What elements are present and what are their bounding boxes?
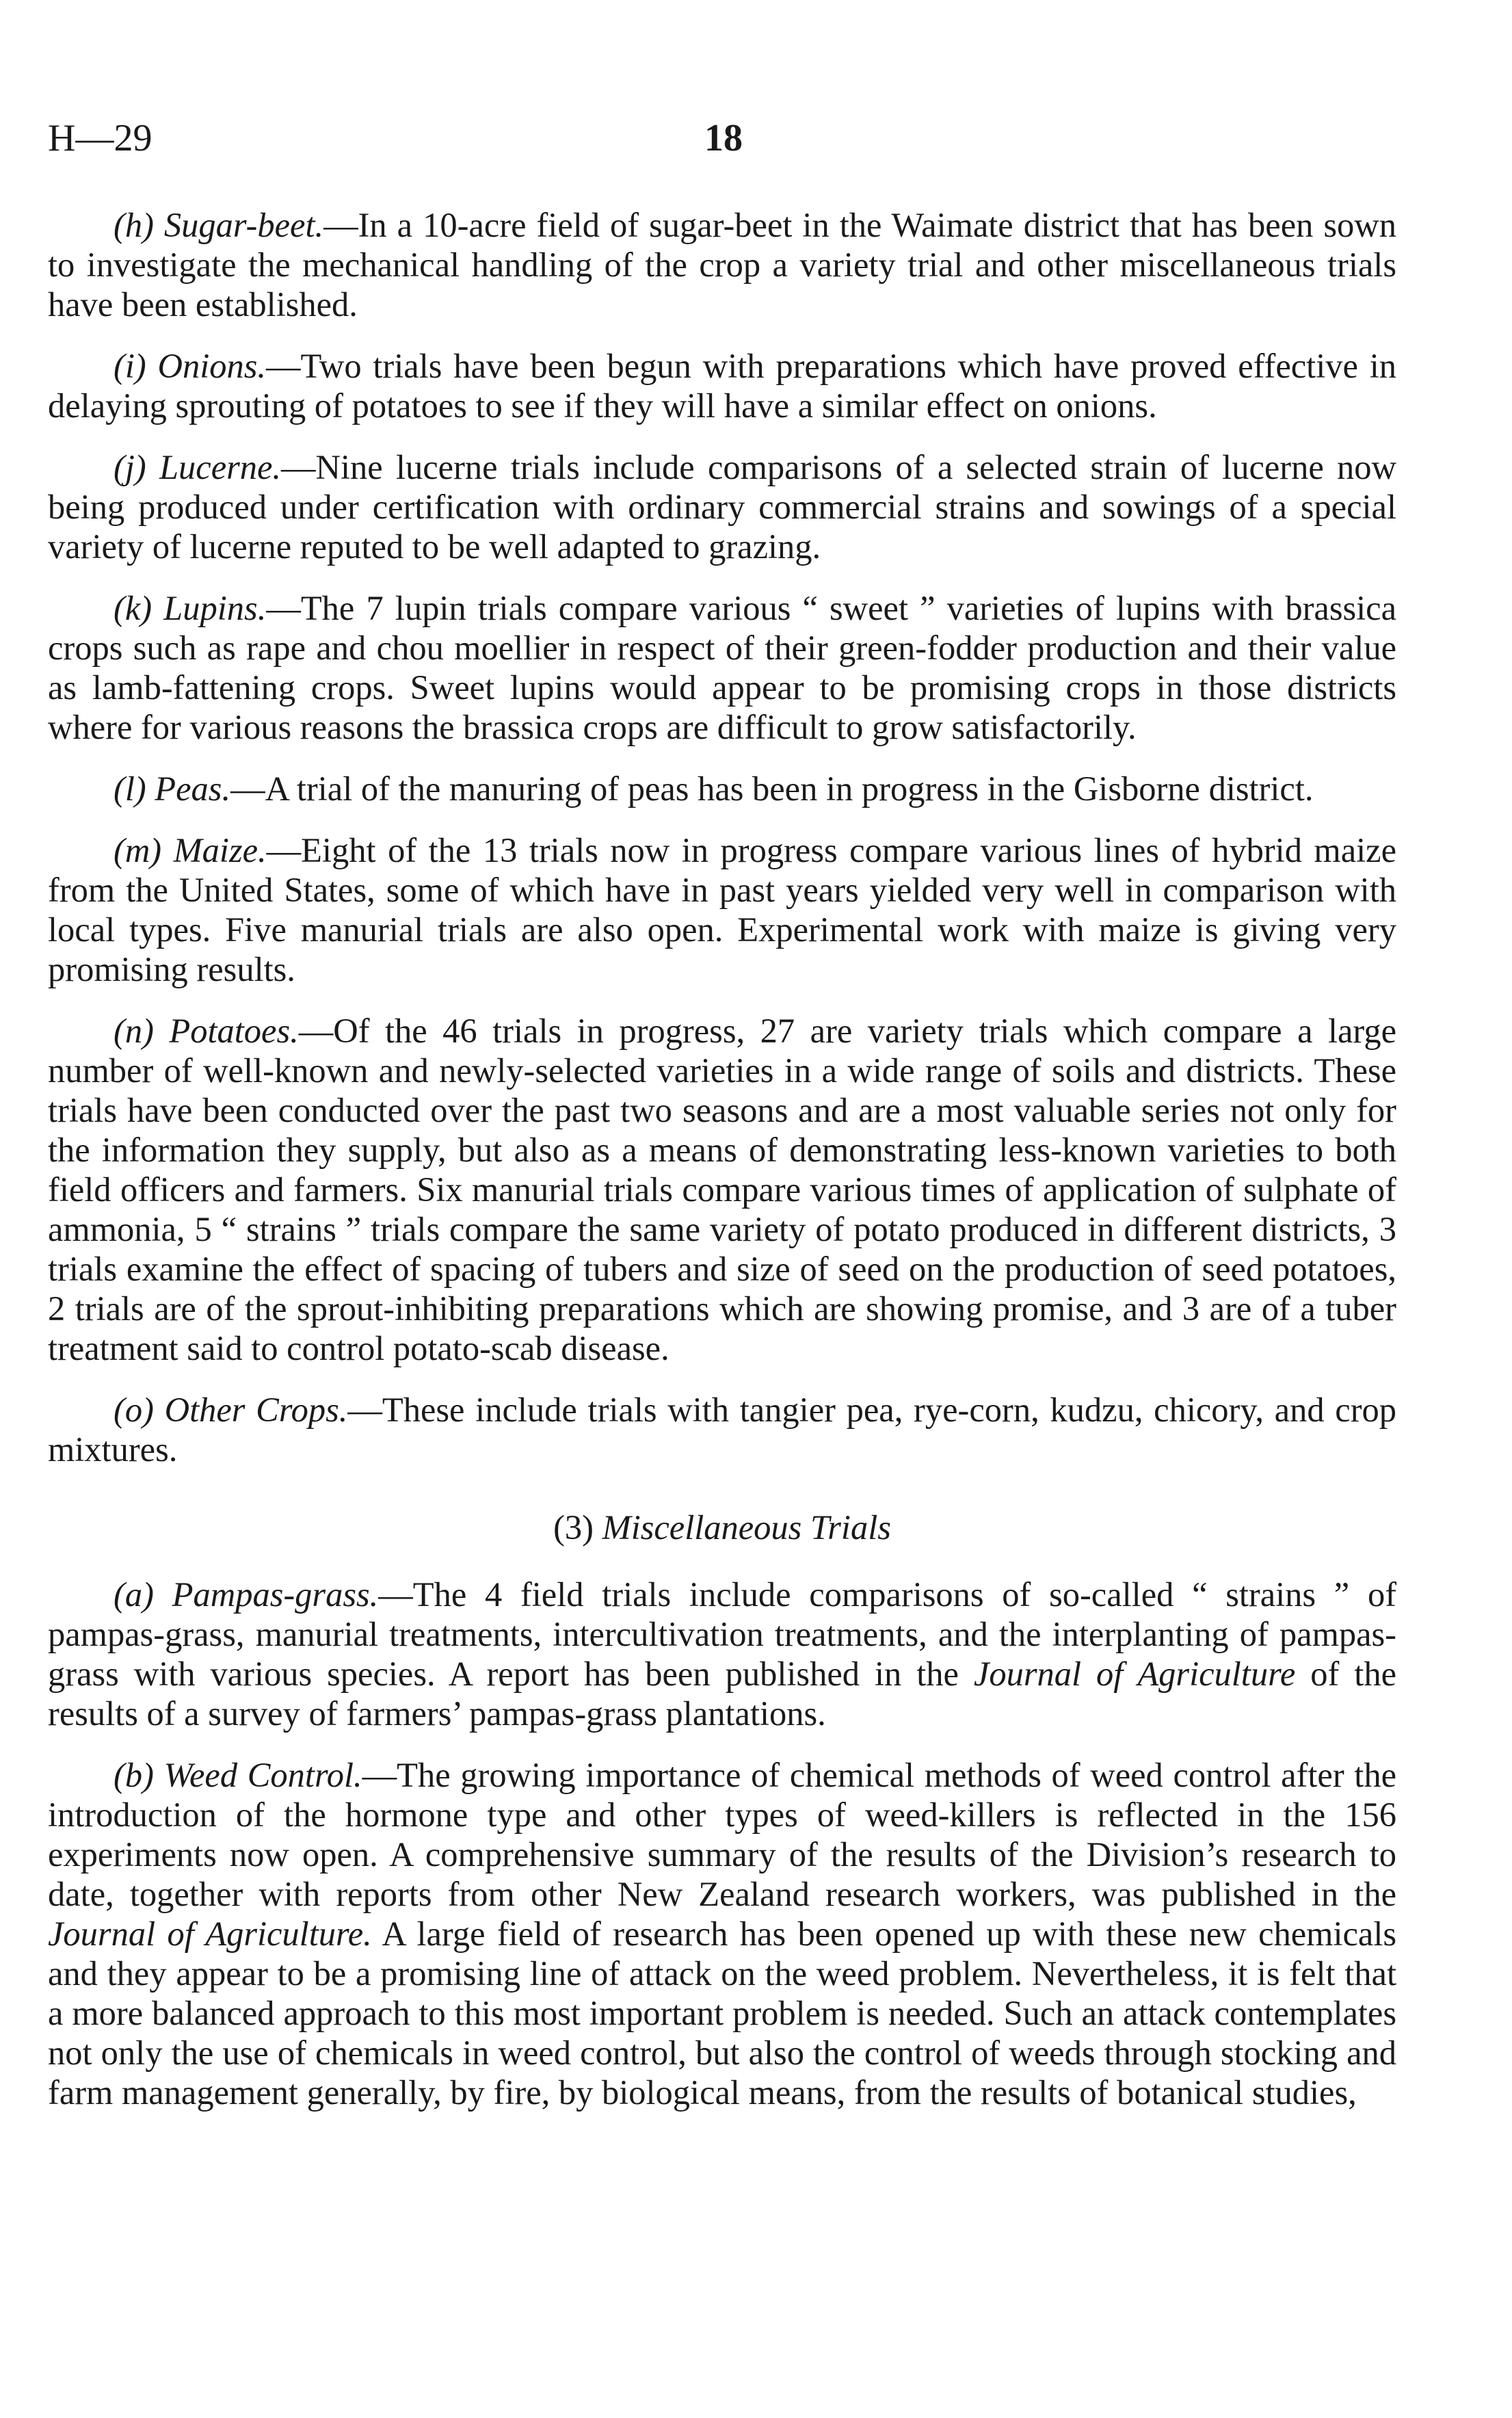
paragraph-lupins	[48, 588, 1396, 747]
page-number: 18	[704, 117, 743, 159]
paragraph-text: —The growing importance of chemical methods of weed control after the introduction of the hormone type and other types of weed-killers is reflected in the 156 experiments now open. A comprehensive summary of the results of the Division’s research to date, together with reports from other New Zealand research workers, was published in the	[48, 1756, 1396, 1913]
paragraph-text: —Of the 46 trials in progress, 27 are variety trials which compare a large number of well-known and newly-selected varieties in a wide range of soils and districts. These trials have been conducted over the past two seasons and are a most valuable series not only for the information they supply, but also as a means of demonstrating less-known varieties to both field officers and farmers. Six manurial trials compare various times of application of sulphate of ammonia, 5 “ strains ” trials compare the same variety of potato produced in different districts, 3 trials examine the effect of spacing of tubers and size of seed on the production of seed potatoes, 2 trials are of the sprout-inhibiting preparations which are showing promise, and 3 are of a tuber treatment said to control potato-scab disease.	[48, 1012, 1396, 1367]
paragraph-pampas-grass	[48, 1575, 1396, 1733]
paragraph-heading: Sugar-beet.	[163, 206, 324, 244]
journal-title: Journal of Agriculture.	[48, 1915, 372, 1953]
paragraph-heading: Lucerne.	[159, 448, 282, 486]
paragraph-other-crops	[48, 1390, 1396, 1469]
paragraph-heading: Pampas-grass.	[172, 1575, 379, 1614]
paragraph-label: (l)	[114, 770, 146, 808]
paragraph-potatoes	[48, 1011, 1396, 1368]
paragraph-sugar-beet	[48, 205, 1396, 324]
paragraph-label: (o)	[114, 1391, 154, 1429]
paragraph-label: (k)	[114, 589, 152, 627]
paragraph-label: (n)	[114, 1012, 154, 1050]
paragraph-text: —Nine lucerne trials include comparisons of a selected strain of lucerne now being produced under certification with ordinary commercial strains and sowings of a special variety of lucerne reputed to be well adapted to grazing.	[48, 448, 1396, 566]
paragraph-label: (a)	[114, 1575, 154, 1614]
paragraph-heading: Lupins.	[163, 589, 267, 627]
paragraph-weed-control	[48, 1755, 1396, 2112]
paragraph-maize	[48, 830, 1396, 989]
paragraph-heading: Weed Control.	[163, 1756, 362, 1794]
paragraph-heading: Other Crops.	[164, 1391, 348, 1429]
page-body	[48, 205, 1396, 2134]
paragraph-text: —A trial of the manuring of peas has been in progress in the Gisborne district.	[230, 770, 1314, 808]
paragraph-label: (i)	[114, 347, 146, 385]
paragraph-peas	[48, 769, 1396, 809]
paragraph-text: —In a 10-acre field of sugar-beet in the Waimate district that has been sown to investigate the mechanical handling of the crop a variety trial and other miscellaneous trials have been established.	[48, 206, 1396, 324]
paragraph-text: —Two trials have been begun with preparations which have proved effective in delaying sprouting of potatoes to see if they will have a similar effect on onions.	[48, 347, 1397, 425]
document-code: H—29	[48, 117, 152, 159]
paragraph-onions	[48, 346, 1396, 425]
paragraph-label: (b)	[114, 1756, 154, 1794]
paragraph-label: (m)	[114, 831, 162, 869]
page-header	[48, 116, 1416, 171]
paragraph-label: (j)	[114, 448, 146, 486]
section-title: Miscellaneous Trials	[602, 1508, 891, 1547]
section-heading	[48, 1508, 1396, 1547]
section-number: (3)	[553, 1508, 594, 1547]
paragraph-heading: Peas.	[155, 770, 231, 808]
paragraph-heading: Onions.	[157, 347, 267, 385]
paragraph-text: —The 7 lupin trials compare various “ sweet ” varieties of lupins with brassica crops such as rape and chou moellier in respect of their green-fodder production and their value as lamb-fattening crops. Sweet lupins would appear to be promising crops in those districts where for various reasons the brassica crops are difficult to grow satisfactorily.	[48, 589, 1397, 746]
paragraph-heading: Potatoes.	[169, 1012, 299, 1050]
paragraph-text-continued: A large field of research has been opened up with these new chemicals and they appear to be a promising line of attack on the weed problem. Nevertheless, it is felt that a more balanced approach to this most important problem is needed. Such an attack contemplates not only the use of chemicals in weed control, but also the control of weeds through stocking and farm management generally, by fire, by biological means, from the results of botanical studies,	[48, 1915, 1397, 2112]
paragraph-text: —These include trials with tangier pea, rye-corn, kudzu, chicory, and crop mixtures.	[48, 1391, 1397, 1469]
paragraph-label: (h)	[114, 206, 154, 244]
paragraph-text: —The 4 field trials include comparisons of so-called “ strains ” of pampas-grass, manurial treatments, intercultivation treatments, and the interplanting of pampas-grass with various species. A report has been published in the	[48, 1575, 1397, 1693]
paragraph-text: —Eight of the 13 trials now in progress compare various lines of hybrid maize from the United States, some of which have in past years yielded very well in comparison with local types. Five manurial trials are also open. Experimental work with maize is giving very promising results.	[48, 831, 1396, 988]
paragraph-text-continued: of the results of a survey of farmers’ pampas-grass plantations.	[48, 1655, 1396, 1733]
paragraph-heading: Maize.	[173, 831, 267, 869]
journal-title: Journal of Agriculture	[973, 1655, 1296, 1693]
paragraph-lucerne	[48, 447, 1396, 566]
